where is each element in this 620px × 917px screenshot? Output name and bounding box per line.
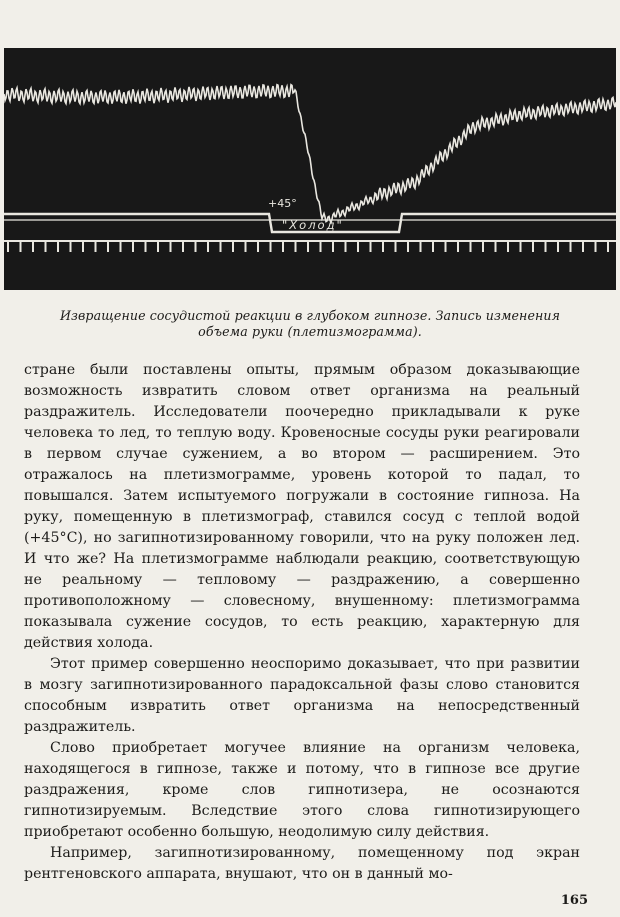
caption-line: Извращение сосудистой реакции в глубоком гипнозе. Запись изменения bbox=[59, 308, 561, 323]
temperature-label: +45° bbox=[268, 197, 297, 210]
figure-caption bbox=[30, 308, 590, 340]
plethysmogram-figure bbox=[4, 48, 616, 290]
paragraph: стране были поставлены опыты, прямым образом доказывающие возможность извратить словом ответ организма на реальный раздражитель. Исследователи поочередно прикладывали к руке человека то лед, то теплую воду. Кровеносные сосуды руки реагировали в первом случае сужением, а во втором — расширением. Это отражалось на плетизмограмме, уровень которой то падал, то повышался. Затем испытуемого погружали в состояние гипноза. На руку, помещенную в плетизмограф, ставился сосуд с теплой водой (+45°С), но загипнотизированному говорили, что на руку положен лед. И что же? На плетизмограмме наблюдали реакцию, соответствующую не реальному — тепловому — раздражению, а совершенно противоположному — словесному, внушенному: плетизмограмма показывала сужение сосудов, то есть реакцию, характерную для действия холода. bbox=[24, 362, 580, 651]
paragraph: Слово приобретает могучее влияние на организм человека, находящегося в гипнозе, также и потому, что в гипнозе все другие раздражения, кроме слов гипнотизера, не осознаются гипнотизируемым. Вследствие этого слова гипнотизирующего приобретают особенно большую, неодолимую силу действия. bbox=[24, 740, 580, 840]
plethysmogram-chart bbox=[4, 48, 616, 290]
page-number: 165 bbox=[560, 893, 588, 908]
cold-label: "Холод" bbox=[282, 218, 344, 232]
paragraph: Например, загипнотизированному, помещенному под экран рентгеновского аппарата, внушают, что он в данный мо- bbox=[24, 845, 580, 882]
body-text bbox=[24, 360, 580, 885]
caption-line: объема руки (плетизмограмма). bbox=[198, 324, 422, 339]
paragraph: Этот пример совершенно неоспоримо доказывает, что при развитии в мозгу загипнотизированного парадоксальной фазы слово становится способным извратить ответ организма на непосредственный раздражитель. bbox=[24, 656, 580, 735]
